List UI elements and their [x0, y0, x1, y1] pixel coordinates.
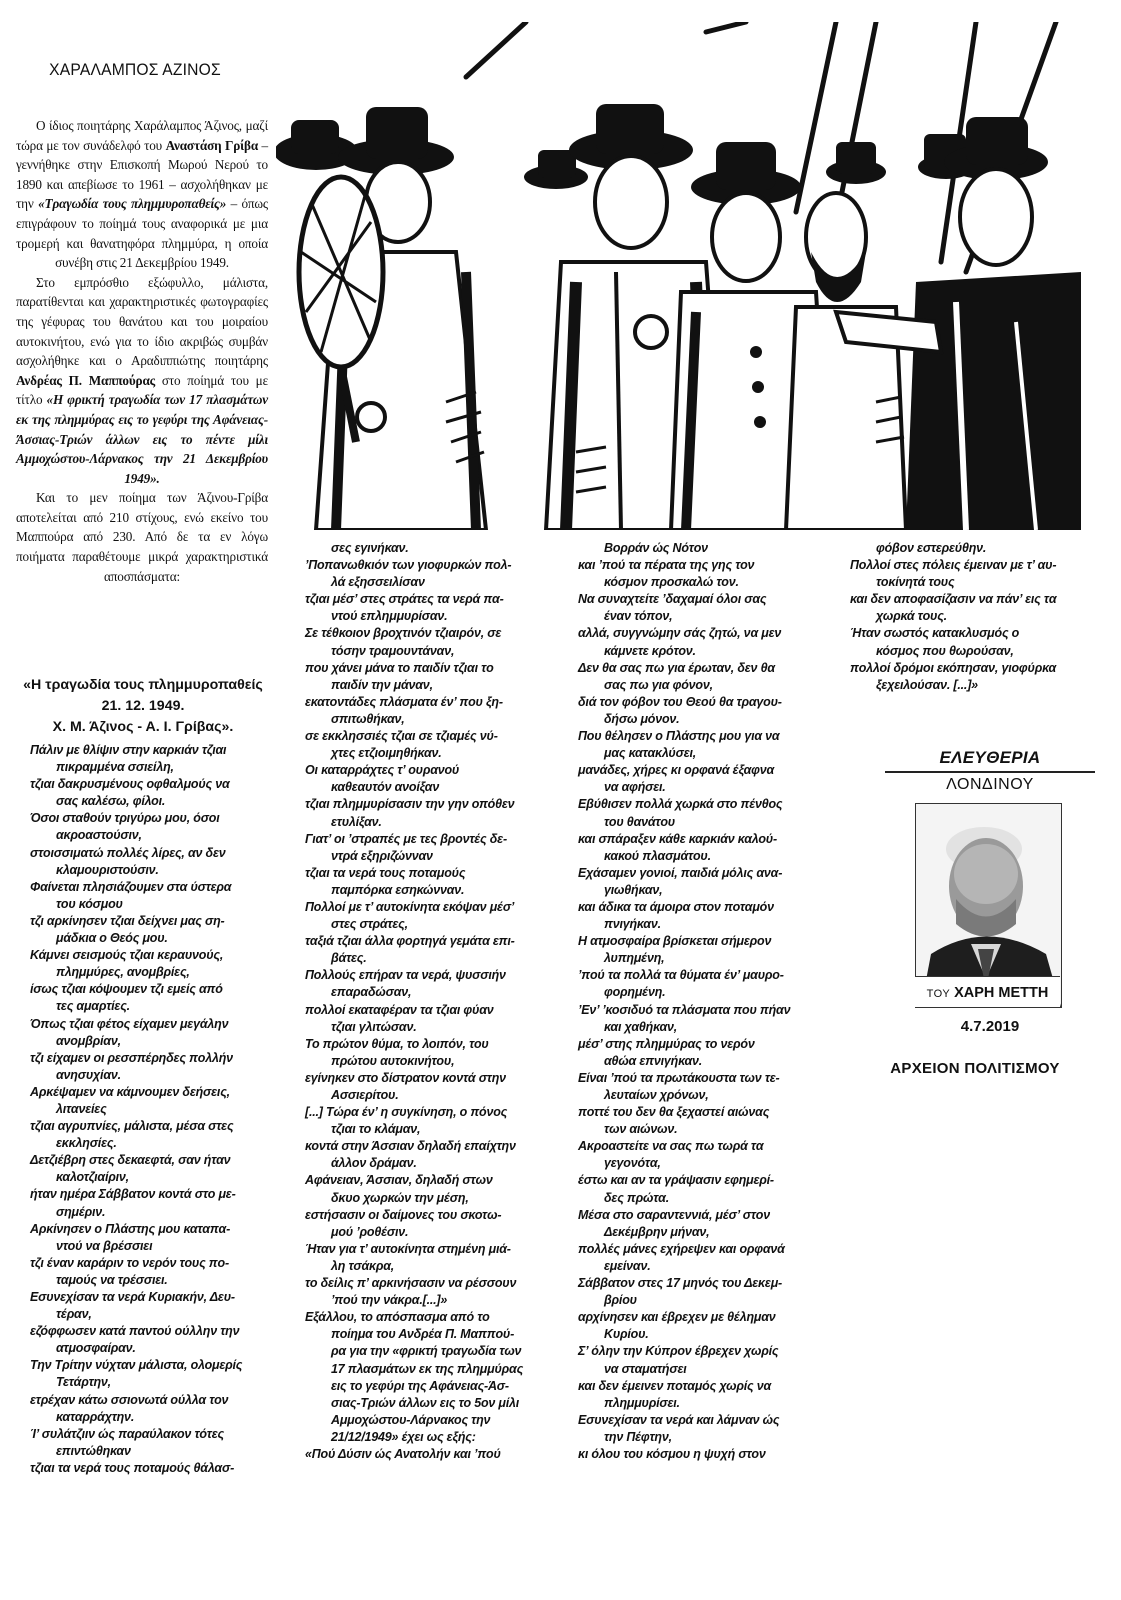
poem-line: σιας-Τριών άλλων εις το 5ον μίλι [331, 1395, 520, 1410]
poem-line: ετρέχαν κάτω σσιονωτά ούλλα τον [30, 1392, 229, 1407]
poem-line: κοντά στην Άσσιαν δηλαδή επαίχτην [305, 1139, 516, 1154]
poem-line: Αφάνειαν, Άσσιαν, δηλαδή στων [305, 1173, 493, 1188]
poem-line: ’πού την νάκρα.[...]» [331, 1293, 448, 1308]
poem-line: Πάλιν με θλίψιν στην καρκιάν τζιαι [30, 743, 227, 757]
poem-line: μανάδες, χήρες κι ορφανά έξαφνα [578, 763, 775, 778]
poem-line: και άδικα τα άμοιρα στον ποταμόν [578, 899, 774, 914]
poem-line: ακροαστούσιν, [56, 828, 142, 843]
poem-line: Δετζιέβρη στες δεκαεφτά, σαν ήταν [30, 1153, 231, 1168]
poem-line: πλημμύρες, ανομβρίες, [56, 965, 190, 980]
poem-line: Είναι ’πού τα πρωτάκουστα των τε- [578, 1070, 780, 1085]
poem-line: Μέσα στο σαραντεννιά, μέσ’ στον [578, 1207, 770, 1222]
poem-line: Ασσιερίτου. [331, 1088, 399, 1102]
poem-line: Σάββατον στες 17 μηνός του Δεκεμ- [578, 1276, 783, 1291]
poem-title [14, 675, 272, 738]
poem-line: κόσμον προσκαλώ τον. [604, 575, 739, 590]
poem-line: αλλά, συγγνώμην σάς ζητώ, να μεν [578, 626, 782, 641]
poem-line: τζιαι τα νερά τους ποταμούς θάλασ- [30, 1460, 235, 1475]
poem-line: Την Τρίτην νύχταν μάλιστα, ολομερίς [30, 1358, 243, 1373]
poem-line: Ακροαστείτε να σας πω τωρά τα [578, 1139, 764, 1154]
poem-line: φορημένη. [604, 985, 666, 1000]
poem-line: τζιαι αγρυπνίες, μάλιστα, μέσα στες [30, 1119, 234, 1134]
poem-line: φόβον εστερεύθην. [876, 541, 987, 555]
intro-paragraph-3: Και το μεν ποίημα των Άζινου-Γρίβα αποτελείται από 210 στίχους, ενώ εκείνο του Μαππούρα από 230. Από δε τα εν λόγω ποιήματα παραθέτουμε μικρά χαρακτηριστικά αποσπάσματα: [16, 490, 268, 584]
poem-line: Πολλοί με τ’ αυτοκίνητα εκόψαν μέσ’ [305, 899, 515, 914]
poem-line: Οι καταρράχτες τ’ ουρανού [305, 763, 460, 778]
poem-line: τόσην τραμουντάναν, [331, 643, 455, 658]
poem-line: ντού να βρέσσιει [56, 1238, 153, 1253]
poem-line: σπιτωθήκαν, [331, 711, 405, 726]
poem-line: ταμούς να τρέσσιει. [56, 1272, 168, 1287]
woodcut-illustration [276, 22, 1081, 530]
poem-line: 21/12/1949» έχει ως εξής: [331, 1429, 476, 1444]
poem-line: χτες ετζιοιμηθήκαν. [331, 746, 442, 761]
poem-line: κάμνετε κρότον. [604, 643, 696, 658]
publication-name: ΕΛΕΥΘΕΡΙΑ [939, 748, 1041, 767]
poem-line: κακού πλασμάτου. [604, 848, 711, 863]
poem-line: κλαμουριστούσιν. [56, 862, 159, 877]
poem-line: Βορράν ώς Νότον [604, 541, 708, 555]
poem-line: ρα για την «φρικτή τραγωδία των [331, 1344, 522, 1359]
poem-line: ατμοσφαίραν. [56, 1341, 136, 1356]
poem-line: Αμμοχώστου-Λάρνακος την [331, 1412, 491, 1427]
poem-line: Το πρώτον θύμα, το λοιπόν, του [305, 1036, 489, 1051]
poem-line: μού ’ροθέσιν. [331, 1224, 409, 1239]
poem-line: στες στράτες, [331, 917, 408, 932]
publication-date: 4.7.2019 [960, 1018, 1020, 1035]
poem-line: βρίου [604, 1293, 637, 1308]
poem-line: Να συναχτείτε ’δαχαμαί όλοι σας [578, 592, 767, 607]
newspaper-masthead [885, 747, 1095, 794]
poem-line: ντρά εξηριζώνναν [331, 848, 433, 863]
poem-line: έναν τόπον, [604, 609, 673, 624]
poem-line: Κυρίου. [604, 1327, 649, 1342]
poem-line: ανομβρίαν, [56, 1033, 121, 1048]
poem-line: πρώτου αυτοκινήτου, [331, 1053, 455, 1068]
poem-line: εκατοντάδες πλάσματα έν’ που ξη- [305, 694, 503, 709]
poem-line: δήσω μόνον. [604, 711, 680, 726]
poem-line: λυπημένη, [604, 951, 665, 966]
poem-line: ίσως τζιαι κόψουμεν τζι εμείς από [30, 982, 223, 997]
poem-line: και χαθήκαν, [604, 1019, 678, 1034]
poem-line: που χάνει μάνα το παιδίν τζιαι το [305, 660, 494, 675]
poem-line: Εβύθισεν πολλά χωρκά στο πένθος [578, 797, 783, 812]
poem-line: Εχάσαμεν γονιοί, παιδιά μόλις ανα- [578, 865, 783, 880]
poem-line: μάδκια ο Θεός μου. [56, 931, 168, 946]
poem-line: Δεκέμβρην μήναν, [604, 1224, 710, 1239]
poem-line: πνιγήκαν. [604, 917, 661, 932]
article-intro [16, 116, 268, 586]
poem-line: πολλοί εκαταφέραν τα τζιαι φύαν [305, 1002, 494, 1017]
poem-line: τζι είχαμεν οι ρεσσπέρηδες πολλήν [30, 1050, 233, 1065]
poem-line: μας κατακλύσει, [604, 746, 697, 761]
poem-line: το δείλις π’ αρκινήσασιν να ρέσσουν [305, 1276, 517, 1291]
poem-line: Φαίνεται πλησιάζουμεν στα ύστερα [30, 879, 232, 894]
poem-line: Αρκίνησεν ο Πλάστης μου καταπα- [30, 1221, 231, 1236]
poem-line: Σ’ όλην την Κύπρον έβρεχεν χωρίς [578, 1344, 779, 1359]
poem-line: τζι αρκίνησεν τζιαι δείχνει μας ση- [30, 913, 225, 928]
poem-line: Όσοι σταθούν τριγύρω μου, όσοι [30, 811, 220, 826]
poem-line: τζιαι δακρυσμένους οφθαλμούς να [30, 777, 230, 792]
poem-line: ’πού τα πολλά τα θύματα έν’ μαυρο- [578, 968, 784, 983]
poem-line: Πολλοί στες πόλεις έμειναν με τ’ αυ- [850, 558, 1057, 573]
byline-name: ΧΑΡΗ ΜΕΤΤΗ [954, 985, 1049, 1001]
poem-line: κόσμος που θωρούσαν, [876, 643, 1014, 658]
poem-line: κι όλου του κόσμου η ψυχή στον [578, 1446, 766, 1461]
poem-line: Εξάλλου, το απόσπασμα από το [305, 1310, 490, 1325]
poem-line: πολλές μάνες εχήρεψεν και ορφανά [578, 1241, 785, 1256]
poem-line: λη τσάκρα, [331, 1258, 395, 1273]
poem-line: ’Εν’ ’κοσιδυό τα πλάσματα που πήαν [578, 1002, 791, 1017]
poem-title-line: «Η τραγωδία τους πλημμυροπαθείς [23, 677, 263, 693]
poem-line: λά εξησσειλίσαν [331, 575, 425, 590]
poem-line: επαραδώσαν, [331, 985, 412, 1000]
poem-line: Γιατ’ οι ’στραπές με τες βροντές δε- [305, 831, 507, 846]
intro-paragraph-2: Στο εμπρόσθιο εξώφυλλο, μάλιστα, παρατίθενται και χαρακτηριστικές φωτογραφίες της γέφυρας του θανάτου και του μοιραίου αυτοκινήτου, ενώ για το ίδιο ακριβώς συμβάν ασχολήθηκε και ο Αραδιππιώτης ποιητάρης Ανδρέας Π. Μαππούρας στο ποίημά του με τίτλο «Η φρικτή τραγωδία των 17 πλασμάτων εκ της πλημμύρας εις το γεφύρι της Αφάνειας-Άσσιας-Τριών άλλων εις το πέντε μίλι Αμμοχώστου-Λάρνακος την 21 Δεκεμβρίου 1949». [16, 274, 268, 486]
poem-line: τζιαι τα νερά τους ποταμούς [305, 865, 466, 880]
poem-line: τζιαι μέσ’ στες στράτες τα νερά πα- [305, 592, 504, 607]
poem-line: ποττέ του δεν θα ξεχαστεί αιώνας [578, 1105, 770, 1120]
poem-line: επιντώθηκαν [56, 1443, 131, 1458]
poem-title-line: 21. 12. 1949. [101, 698, 185, 714]
poem-title-line: Χ. Μ. Άζινος - Α. Ι. Γρίβας». [52, 719, 234, 735]
poem-line: Ήταν σωστός κατακλυσμός ο [850, 626, 1020, 641]
poem-line: τζιαι γλιτώσαν. [331, 1019, 417, 1034]
poem-line: μέσ’ στης πλημμύρας το νερόν [578, 1036, 755, 1051]
poem-column-1 [30, 742, 275, 1477]
poem-line: Σε τέθκοιον βροχτινόν τζιαιρόν, σε [305, 626, 502, 641]
poem-line: να αφήσει. [604, 780, 666, 795]
poem-line: τες αμαρτίες. [56, 999, 130, 1014]
poem-line: τζιαι πλημμυρίσασιν την γην οπόθεν [305, 797, 515, 812]
poem-line: την Πέφτην, [604, 1429, 672, 1444]
poem-line: παμπόρκα εσηκώνναν. [331, 882, 465, 897]
poem-line: «Πού Δύσιν ώς Ανατολήν και ’πού [305, 1446, 501, 1461]
poem-line: στοισσιματώ πολλές λίρες, αν δεν [30, 845, 226, 860]
poem-line: εζόφφωσεν κατά παντού ούλλην την [30, 1324, 240, 1339]
poem-line: έστω και αν τα γράψασιν εφημερί- [578, 1173, 774, 1188]
poem-line: ετυλίξαν. [331, 814, 382, 829]
poem-line: σας πω για φόνον, [604, 677, 713, 692]
poem-line: δες πρώτα. [604, 1190, 669, 1205]
poem-line: του θανάτου [604, 814, 675, 829]
poem-line: εστήσασιν οι δαίμονες του σκοτω- [305, 1207, 502, 1222]
poem-line: [...] Τώρα έν’ η συγκίνηση, ο πόνος [305, 1105, 508, 1120]
poem-line: λιτανείες [56, 1101, 107, 1116]
poem-line: Κάμνει σεισμούς τζιαι κεραυνούς, [30, 948, 224, 963]
poem-line: ήταν ημέρα Σάββατον κοντά στο με- [30, 1187, 236, 1202]
poem-line: σε εκκλησσιές τζιαι σε τζιαμές νύ- [305, 729, 498, 744]
poem-line: σες εγινήκαν. [331, 541, 409, 555]
author-byline [915, 976, 1060, 1007]
poem-line: ανησυχίαν. [56, 1067, 121, 1082]
poem-line: τζι έναν καράριν το νερόν τους πο- [30, 1255, 229, 1270]
poem-line: ταξιά τζιαι άλλα φορτηγά γεμάτα επι- [305, 934, 515, 949]
poem-line: και ’πού τα πέρατα της γης τον [578, 558, 755, 573]
poem-line: Εσυνεχίσαν τα νερά Κυριακήν, Δευ- [30, 1290, 235, 1304]
poem-line: ξεχειλούσαν. [...]» [876, 677, 978, 692]
poem-line: λευταίων χρόνων, [604, 1088, 709, 1102]
poem-line: καλοτζιαίριν, [56, 1170, 129, 1185]
poem-line: δκυο χωρκών την μέση, [331, 1190, 469, 1205]
masthead-rule [885, 771, 1095, 773]
poem-line: Όπως τζιαι φέτος είχαμεν μεγάλην [30, 1016, 229, 1031]
poem-line: Τετάρτην, [56, 1375, 111, 1390]
poem-line: Που θέλησεν ο Πλάστης μου για να [578, 729, 780, 744]
poem-line: Πολλούς επήραν τα νερά, ψυσσιήν [305, 968, 506, 983]
poem-line: εις το γεφύρι της Αφάνειας-Άσ- [331, 1378, 509, 1393]
poem-line: εκκλησίες. [56, 1136, 117, 1151]
poem-line: σημέριν. [56, 1204, 106, 1219]
poem-line: του κόσμου [56, 896, 123, 911]
intro-paragraph-1: Ο ίδιος ποιητάρης Χαράλαμπος Άζινος, μαζί τώρα με τον συνάδελφό του Αναστάση Γρίβα – γεννήθηκε στην Επισκοπή Μωρού Νερού το 1890 και απεβίωσε το 1961 – ασχολήθηκαν με την «Τραγωδία τους πλημμυροπαθείς» – όπως επιγράφουν το ποίημά τους αναφορικά με μια τρομερή και θανατηφόρα πλημμύρα, η οποία συνέβη στις 21 Δεκεμβρίου 1949. [16, 118, 268, 271]
poem-line: Η ατμοσφαίρα βρίσκεται σήμερον [578, 934, 772, 949]
poem-line: καθεαυτόν ανοίξαν [331, 780, 440, 795]
poem-line: άλλον δράμαν. [331, 1156, 417, 1171]
poem-line: βάτες. [331, 951, 367, 966]
poem-line: χωρκά τους. [876, 609, 947, 624]
poem-line: πολλοί δρόμοι εκόπησαν, γιοφύρκα [850, 660, 1057, 675]
poem-line: αθώα επνιγήκαν. [604, 1053, 703, 1068]
poem-line: καταρράχτην. [56, 1409, 135, 1424]
poem-line: τέραν, [56, 1307, 92, 1322]
poem-line: Αρκέψαμεν να κάμνουμεν δεήσεις, [30, 1084, 230, 1099]
poem-column-3 [578, 540, 836, 1463]
poem-column-4 [850, 540, 1105, 694]
poem-line: Ί’ συλάτζιιν ώς παραύλακον τότες [30, 1426, 224, 1441]
poem-line: πλημμυρίσει. [604, 1395, 680, 1410]
article-title: ΧΑΡΑΛΑΜΠΟΣ ΑΖΙΝΟΣ [49, 60, 221, 79]
poem-line: πικραμμένα σσιείλη, [56, 760, 174, 775]
poem-line: Ήταν για τ’ αυτοκίνητα στημένη μιά- [305, 1241, 511, 1256]
poem-line: ντού επλημμυρίσαν. [331, 609, 448, 624]
poem-line: διά τον φόβον του Θεού θα τραγου- [578, 694, 782, 709]
poem-line: γεγονότα, [604, 1156, 661, 1171]
poem-column-2 [305, 540, 560, 1463]
poem-line: αρχίνησεν και έβρεχεν με θέλημαν [578, 1310, 776, 1325]
poem-line: Δεν θα σας πω για έρωταν, δεν θα [578, 660, 775, 675]
poem-line: ποίημα του Ανδρέα Π. Μαππού- [331, 1327, 515, 1342]
poem-line: εμείναν. [604, 1258, 651, 1273]
poem-line: ’Ποπανωθκιόν των γιοφυρκών πολ- [305, 558, 512, 573]
byline-prefix: ΤΟΥ [926, 988, 951, 1000]
poem-line: και δεν αποφασίζασιν να πάν’ εις τα [850, 592, 1057, 607]
section-name: ΑΡΧΕΙΟΝ ΠΟΛΙΤΙΣΜΟΥ [890, 1060, 1060, 1077]
poem-line: παιδίν την μάναν, [331, 677, 433, 692]
poem-line: σας καλέσω, φίλοι. [56, 794, 166, 809]
poem-line: να σταματήσει [604, 1361, 687, 1376]
poem-line: και σπάραξεν κάθε καρκιάν καλού- [578, 831, 777, 846]
poem-line: 17 πλασμάτων εκ της πλημμύρας [331, 1361, 524, 1376]
poem-line: τζιαι το κλάμαν, [331, 1122, 421, 1137]
publication-subtitle: ΛΟΝΔΙΝΟΥ [946, 776, 1034, 793]
poem-line: και δεν έμεινεν ποταμός χωρίς να [578, 1378, 772, 1393]
poem-line: Εσυνεχίσαν τα νερά και λάμναν ώς [578, 1412, 780, 1427]
poem-line: εγίνηκεν στο δίστρατον κοντά στην [305, 1070, 506, 1085]
poem-line: γιωθήκαν, [604, 882, 663, 897]
poem-line: τοκίνητά τους [876, 575, 955, 590]
poem-line: των αιώνων. [604, 1122, 678, 1137]
